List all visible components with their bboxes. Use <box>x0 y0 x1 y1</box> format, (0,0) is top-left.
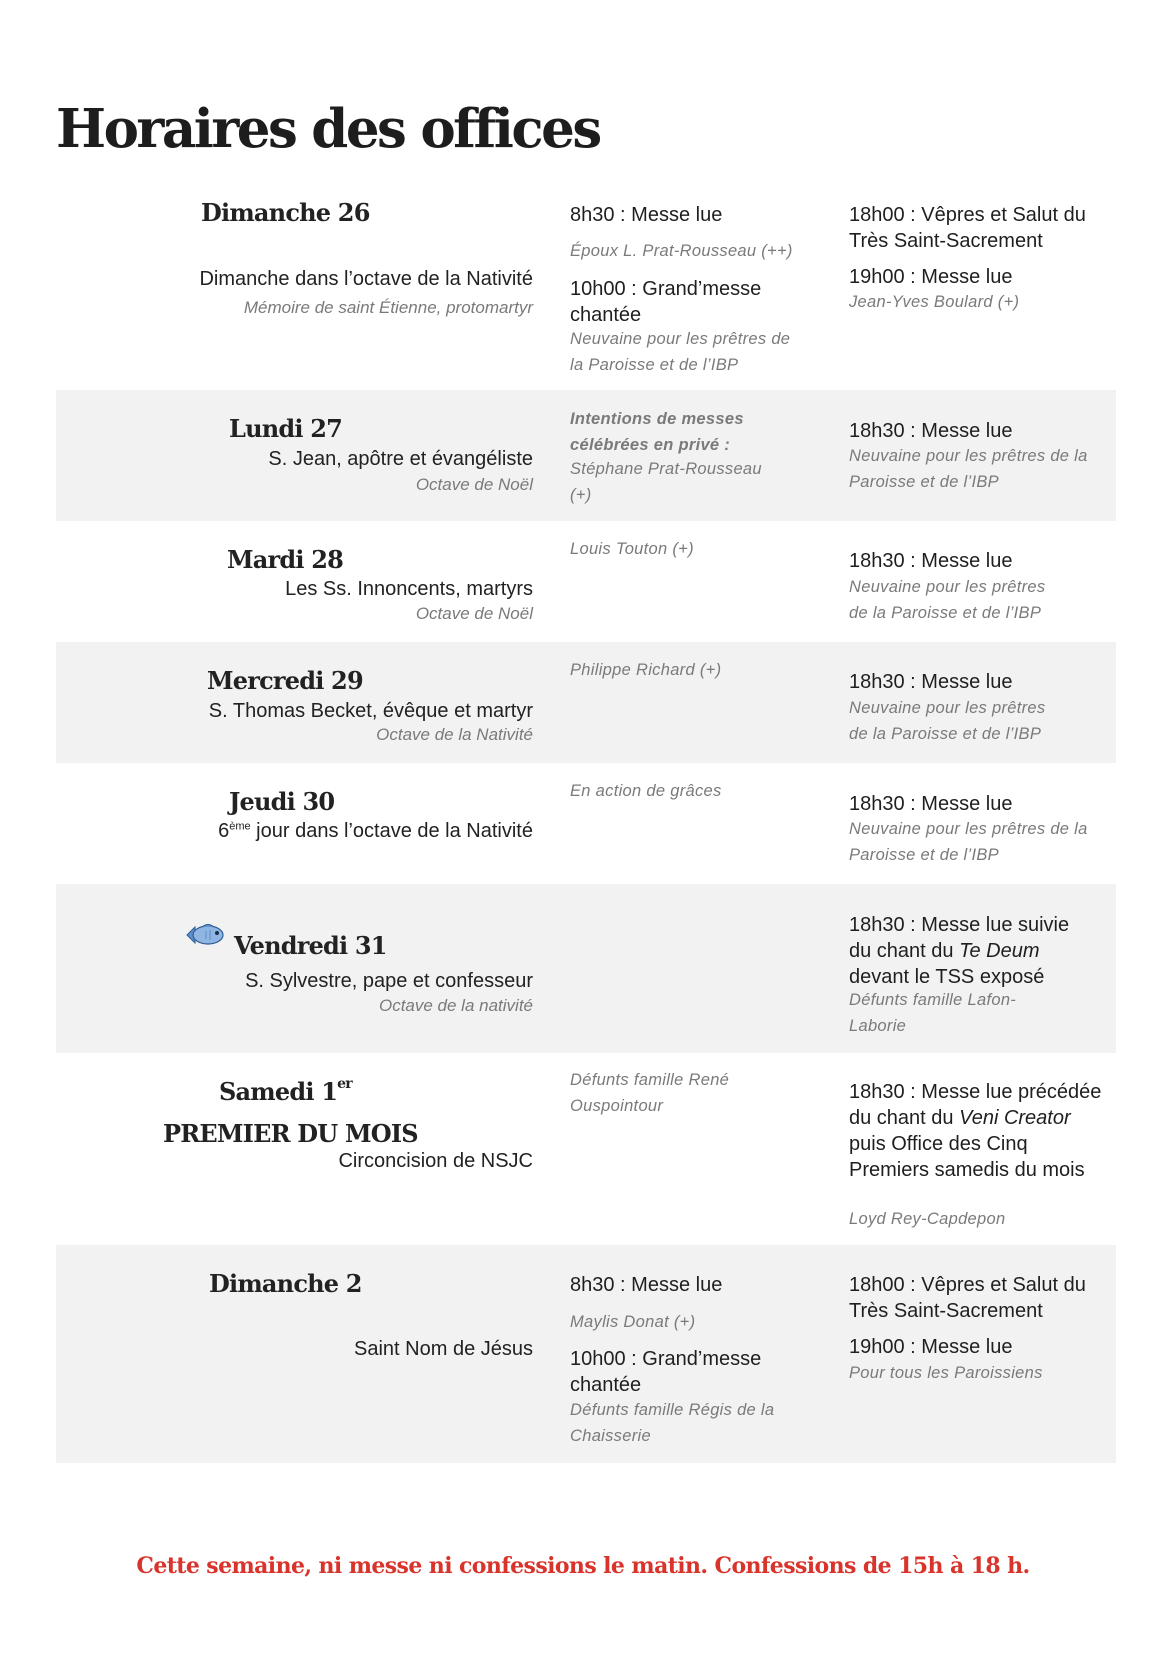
feast-subtitle: Octave de Noël <box>415 604 533 623</box>
schedule-row-samedi-1 <box>56 1053 1116 1245</box>
day-heading <box>219 1077 352 1106</box>
page-title: Horaires des offices <box>56 98 600 160</box>
schedule-row-lundi-27 <box>56 390 1116 521</box>
day-ordinal-suffix: er <box>337 1076 352 1092</box>
mass-intention: Neuvaine pour les prêtres de la Paroisse et de l’IBP <box>849 820 1088 864</box>
feast-name: S. Thomas Becket, évêque et martyr <box>208 700 533 722</box>
schedule-row-dimanche-26 <box>56 190 1116 390</box>
service-time: 10h00 : Grand’messe chantée <box>570 278 762 326</box>
mass-intention: Défunts famille Régis de la Chaisserie <box>570 1401 775 1445</box>
feast-name-text: jour dans l’octave de la Nativité <box>256 820 533 842</box>
schedule-row-jeudi-30 <box>56 763 1116 884</box>
service-text: 18h30 : Messe lue précédée du chant du <box>849 1081 1102 1129</box>
feast-subtitle: Octave de Noël <box>415 475 533 494</box>
service-text: 18h30 : Messe lue suivie du chant du <box>849 914 1070 962</box>
day-heading: Jeudi 30 <box>229 787 335 816</box>
feast-ordinal: 6 <box>218 820 230 842</box>
service-time: 8h30 : Messe lue <box>570 1274 723 1296</box>
service-time: 18h30 : Messe lue <box>849 793 1013 815</box>
mass-intention: Neuvaine pour les prêtres de la Paroisse et de l’IBP <box>849 447 1088 491</box>
service-time <box>849 1079 1104 1183</box>
service-time: 8h30 : Messe lue <box>570 204 723 226</box>
mass-intention: Stéphane Prat-Rousseau (+) <box>570 460 762 504</box>
mass-intention: Loyd Rey-Capdepon <box>849 1210 1006 1228</box>
service-time: 18h00 : Vêpres et Salut du Très Saint-Sacrement <box>849 204 1086 252</box>
mass-intention: Époux L. Prat-Rousseau (++) <box>570 242 793 260</box>
feast-subtitle: Mémoire de saint Étienne, protomartyr <box>243 298 533 317</box>
private-intentions-label: Intentions de messes célébrées en privé : <box>570 410 744 454</box>
feast-name: S. Sylvestre, pape et confesseur <box>245 970 533 992</box>
service-time: 10h00 : Grand’messe chantée <box>570 1348 762 1396</box>
mass-intention: Philippe Richard (+) <box>570 661 722 679</box>
schedule-row-vendredi-31 <box>56 884 1116 1053</box>
feast-subtitle: Octave de la nativité <box>378 996 533 1015</box>
schedule-row-dimanche-2 <box>56 1245 1116 1463</box>
hymn-title: Veni Creator <box>959 1107 1071 1129</box>
service-time: 18h30 : Messe lue <box>849 550 1013 572</box>
service-time <box>849 912 1089 990</box>
service-time: 19h00 : Messe lue <box>849 266 1013 288</box>
feast-name: Circoncision de NSJC <box>338 1150 533 1172</box>
service-time: 18h30 : Messe lue <box>849 671 1013 693</box>
mass-intention: Maylis Donat (+) <box>570 1313 696 1331</box>
feast-name: Dimanche dans l’octave de la Nativité <box>199 268 533 290</box>
mass-intention: Défunts famille René Ouspointour <box>570 1071 730 1115</box>
feast-name: S. Jean, apôtre et évangéliste <box>268 448 533 470</box>
day-heading: Dimanche 2 <box>209 1269 362 1298</box>
service-time: 18h00 : Vêpres et Salut du Très Saint-Sacrement <box>849 1274 1086 1322</box>
mass-intention: Neuvaine pour les prêtres de la Paroisse et de l’IBP <box>570 330 791 374</box>
day-heading: Dimanche 26 <box>201 198 370 227</box>
day-heading: Lundi 27 <box>229 414 343 443</box>
feast-ordinal-suffix: ème <box>229 820 251 833</box>
mass-intention: Louis Touton (+) <box>570 540 694 558</box>
day-heading: Vendredi 31 <box>234 931 387 960</box>
day-heading-text: Samedi 1 <box>219 1077 338 1106</box>
first-of-month-heading: PREMIER DU MOIS <box>163 1119 418 1148</box>
footer-notice: Cette semaine, ni messe ni confessions le matin. Confessions de 15h à 18 h. <box>136 1553 1030 1579</box>
service-time: 19h00 : Messe lue <box>849 1336 1013 1358</box>
schedule-row-mardi-28 <box>56 521 1116 642</box>
service-text-end: puis Office des Cinq Premiers samedis du mois <box>849 1133 1085 1181</box>
mass-intention: En action de grâces <box>570 782 722 800</box>
schedule-row-mercredi-29 <box>56 642 1116 763</box>
service-time: 18h30 : Messe lue <box>849 420 1013 442</box>
feast-subtitle: Octave de la Nativité <box>376 725 533 744</box>
mass-intention: Neuvaine pour les prêtres de la Paroisse et de l’IBP <box>849 699 1046 743</box>
fish-icon <box>184 920 226 950</box>
mass-intention: Pour tous les Paroissiens <box>849 1364 1043 1382</box>
feast-name: Saint Nom de Jésus <box>354 1338 533 1360</box>
day-heading: Mardi 28 <box>227 545 344 574</box>
day-heading: Mercredi 29 <box>207 666 363 695</box>
service-text-end: devant le TSS exposé <box>849 966 1045 988</box>
feast-name: Les Ss. Innoncents, martyrs <box>285 578 533 600</box>
mass-intention: Neuvaine pour les prêtres de la Paroisse et de l’IBP <box>849 578 1046 622</box>
mass-intention: Défunts famille Lafon-Laborie <box>849 991 1017 1035</box>
feast-name <box>218 820 533 843</box>
mass-intention: Jean-Yves Boulard (+) <box>849 293 1020 311</box>
hymn-title: Te Deum <box>959 940 1040 962</box>
